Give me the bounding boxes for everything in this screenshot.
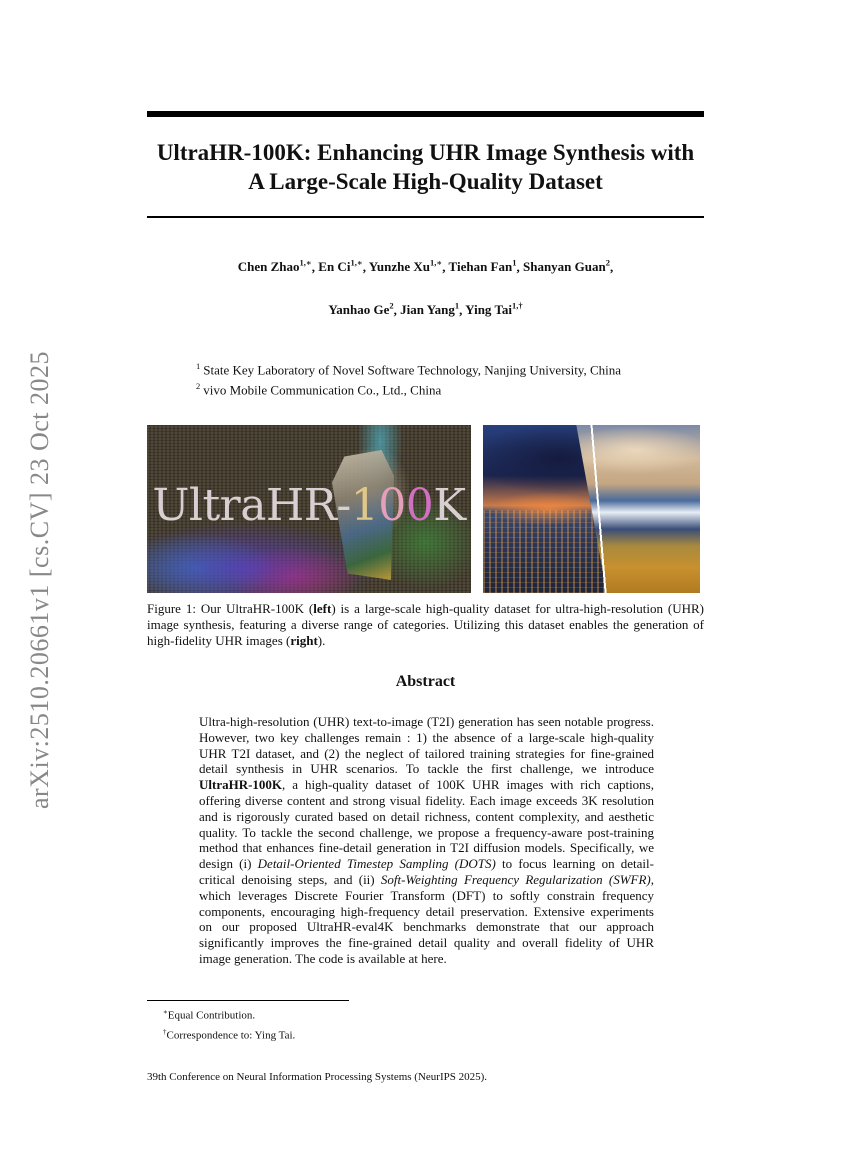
paper-title — [147, 138, 704, 196]
affiliation-2: $^2$ vivo Mobile Communication Co., Ltd., China — [196, 381, 442, 398]
abstract-body: Ultra-high-resolution (UHR) text-to-image (T2I) generation has seen notable progress. However, two key challenges remain : 1) the absence of a large-scale high-quality UHR T2I dataset, and (2) the neglect of tailored training strategies for fine-grained detail synthesis in UHR scenarios. To tackle the first challenge, we introduce UltraHR-100K, a high-quality dataset of 100K UHR images with rich captions, offering diverse content and strong visual fidelity. Each image exceeds 3K resolution and is rigorously curated based on detail richness, content complexity, and aesthetic quality. To tackle the second challenge, we propose a frequency-aware post-training method that enhances fine-detail generation in T2I diffusion models. Specifically, we design (i) Detail-Oriented Timestep Sampling (DOTS) to focus learning on detail-critical denoising steps, and (ii) Soft-Weighting Frequency Regularization (SWFR), which leverages Discrete Fourier Transform (DFT) to softly constrain frequency components, encouraging high-frequency detail preservation. Extensive experiments on our proposed UltraHR-eval4K benchmarks demonstrate that our approach significantly improves the fine-grained detail quality and overall fidelity of UHR image generation. The code is available at here. — [199, 714, 654, 966]
author: Tiehan Fan$^1$ — [448, 258, 517, 275]
figure-1-right-generated-images — [483, 425, 700, 593]
authors-line-1: Chen Zhao$^{1,∗}$, En $Ci^{1,∗}$, Yunzhe $Xu^{1,∗}$, Tiehan Fan$^1$, Shanyan Guan$^2$, — [237, 258, 614, 275]
title-bottom-rule — [147, 216, 704, 218]
affiliation-1: $^1$ State Key Laboratory of Novel Software Technology, Nanjing University, China — [196, 361, 622, 378]
abstract-heading: Abstract — [395, 673, 456, 690]
author: En $Ci^{1,∗}$ — [318, 258, 363, 275]
footnote-equal-contribution: ∗Equal Contribution. — [163, 1008, 256, 1022]
title-line-1: UltraHR-100K: Enhancing UHR Image Synthesis with — [156, 140, 695, 165]
author: Yunzhe $Xu^{1,∗}$ — [368, 258, 443, 275]
figure-1-left-dataset-mosaic — [147, 425, 471, 593]
authors-line-2: Yanhao Ge$^2$, Jian Yang$^1$, Ying Tai$^{1,\dagger}$ — [328, 301, 523, 318]
author: Shanyan Guan$^2$ — [522, 258, 610, 275]
arxiv-id-text: arXiv:2510.20661v1 [cs.CV] 23 Oct 2025 — [25, 350, 54, 810]
author: Jian Yang$^1$ — [400, 301, 460, 318]
affiliations — [196, 358, 621, 399]
footnotes — [163, 1004, 295, 1043]
author: Ying Tai$^{1,\dagger}$ — [465, 301, 523, 318]
ultrahr-logo-text: UltraHR-100K — [152, 480, 466, 531]
footnote-correspondence: †Correspondence to: Ying Tai. — [163, 1027, 296, 1042]
author: Chen Zhao$^{1,∗}$ — [237, 258, 312, 275]
arxiv-side-stamp — [20, 320, 60, 840]
figure-1-caption: Figure 1: Our UltraHR-100K (left) is a large-scale high-quality dataset for ultra-high-resolution (UHR) image synthesis, featuring a diverse range of categories. Utilizing this dataset enables the generation of high-fidelity UHR images (right). — [147, 601, 704, 648]
title-top-rule — [147, 111, 704, 117]
author: Yanhao Ge$^2$ — [328, 301, 394, 318]
title-line-2: A Large-Scale High-Quality Dataset — [248, 169, 603, 194]
venue-footer: 39th Conference on Neural Information Processing Systems (NeurIPS 2025). — [147, 1071, 488, 1083]
image-split-divider — [483, 425, 700, 593]
footnote-rule — [147, 1000, 349, 1001]
